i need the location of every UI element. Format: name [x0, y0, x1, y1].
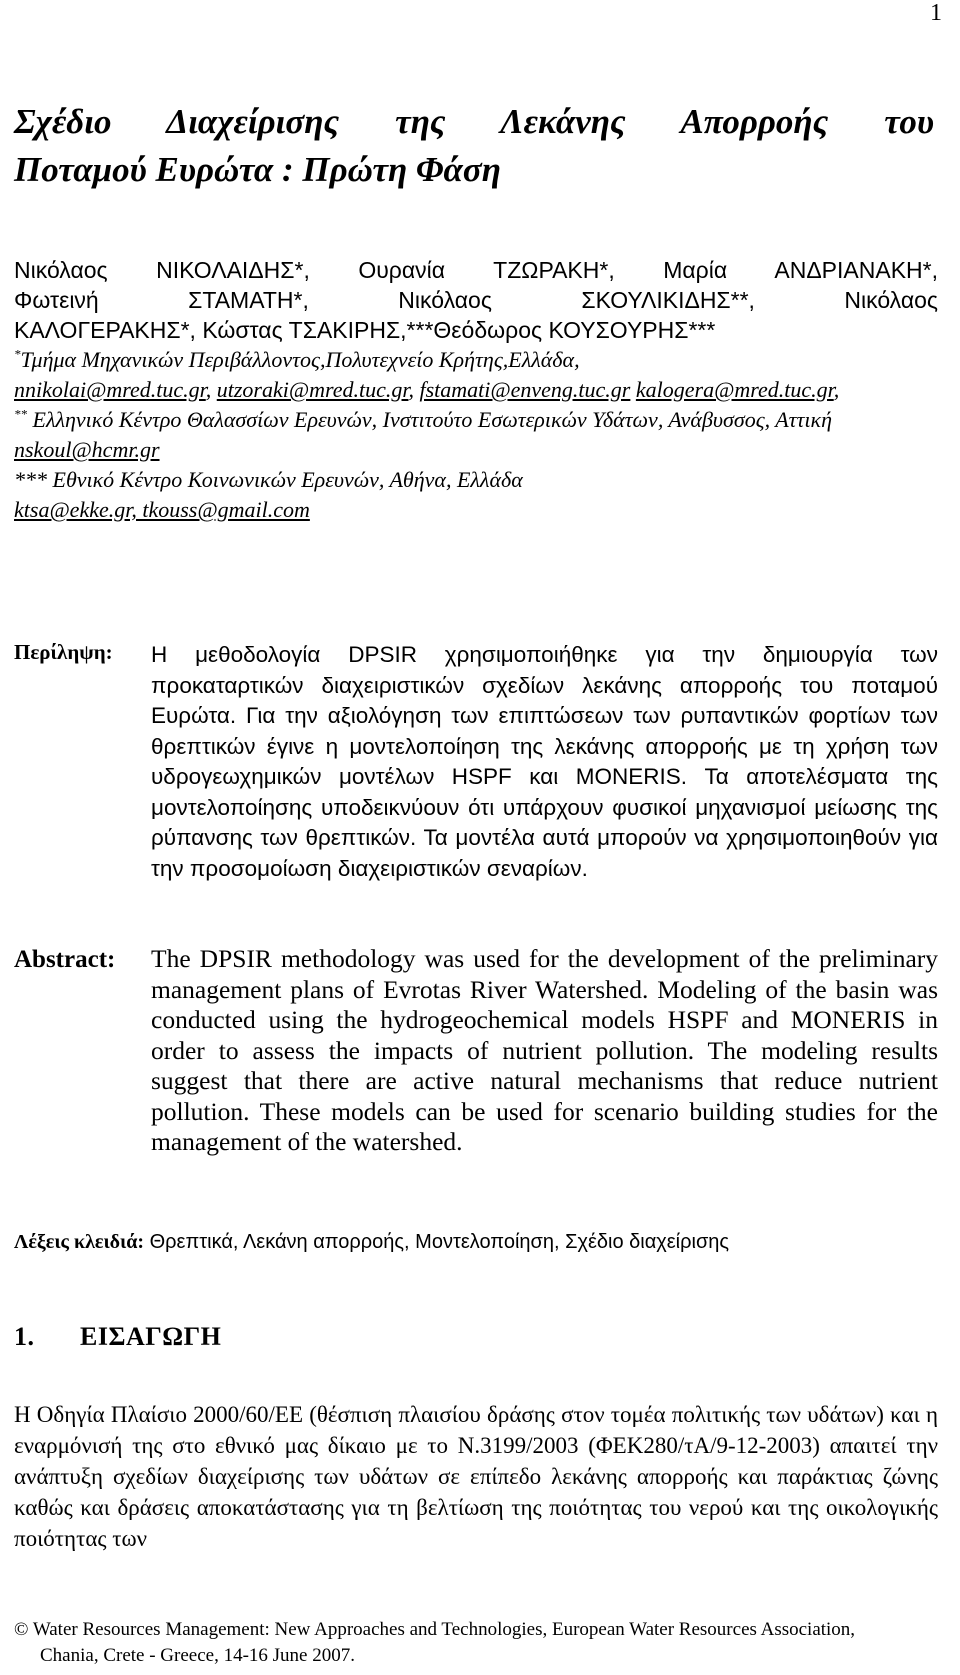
affiliation-marker: **	[14, 406, 27, 422]
affiliation-3	[14, 465, 938, 495]
english-abstract-text: The DPSIR methodology was used for the development of the preliminary management plans of Evrotas River Watershed. Modeling of the basin was conducted using the hydrogeochemical models HSPF and MONERIS in order to assess the impacts of nutrient pollution. The modeling results suggest that there are active natural mechanisms that reduce nutrient pollution. These models can be used for scenario building studies for the management of the watershed.	[151, 944, 938, 1156]
affiliation-2	[14, 405, 938, 435]
footer-line-1: © Water Resources Management: New Approaches and Technologies, European Water Resources Association,	[14, 1619, 856, 1640]
email-link[interactable]: fstamati@enveng.tuc.gr	[419, 377, 631, 402]
affiliation-1-emails: nnikolai@mred.tuc.gr, utzoraki@mred.tuc.gr, fstamati@enveng.tuc.gr kalogera@mred.tuc.gr,	[14, 377, 840, 402]
affiliation-marker: *	[14, 346, 21, 362]
footer-note	[14, 1617, 938, 1669]
affiliation-1	[14, 345, 938, 375]
footer-line-2: Chania, Crete - Greece, 14-16 June 2007.	[40, 1645, 355, 1666]
section-heading	[14, 1322, 221, 1352]
greek-abstract-text: Η μεθοδολογία DPSIR χρησιμοποιήθηκε για την δημιουργία των προκαταρτικών διαχειριστικών σχεδίων λεκάνης απορροής του ποταμού Ευρώτα. Για την αξιολόγηση των επιπτώσεων των ρυπαντικών φορτίων των θρεπτικών έγινε η μοντελοποίηση της λεκάνης απορροής με τη χρήση των υδρογεωχημικών μοντέλων HSPF και MONERIS. Τα αποτελέσματα της μοντελοποίησης υποδεικνύουν ότι υπάρχουν φυσικοί μηχανισμοί μείωσης της ρύπανσης των θρεπτικών. Τα μοντέλα αυτά μπορούν να χρησιμοποιηθούν για την προσομοίωση διαχειριστικών σεναρίων.	[151, 642, 938, 881]
authors-line-3: ΚΑΛΟΓΕΡΑΚΗΣ*, Κώστας ΤΣΑΚΙΡΗΣ,***Θεόδωρος ΚΟΥΣΟΥΡΗΣ***	[14, 317, 716, 343]
authors-block	[14, 255, 938, 525]
affiliation-institution: *** Εθνικό Κέντρο Κοινωνικών Ερευνών, Αθήνα, Ελλάδα	[14, 467, 523, 492]
intro-paragraph: Η Οδηγία Πλαίσιο 2000/60/ΕΕ (θέσπιση πλαισίου δράσης στον τομέα πολιτικής των υδάτων) και η εναρμόνισή της στο εθνικό μας δίκαιο με το Ν.3199/2003 (ΦΕΚ280/τΑ/9-12-2003) απαιτεί την ανάπτυξη σχεδίων διαχείρισης των υδάτων σε επίπεδο λεκάνης απορροής και παράκτιας ζώνης καθώς και δράσεις αποκατάστασης για τη βελτίωση της ποιότητας του νερού και της οικολογικής ποιότητας των	[14, 1402, 938, 1551]
email-link[interactable]: ktsa@ekke.gr, tkouss@gmail.com	[14, 497, 310, 522]
english-abstract	[14, 944, 938, 1164]
keywords-label: Λέξεις κλειδιά:	[14, 1231, 145, 1253]
paper-title	[14, 98, 934, 194]
page-number: 1	[930, 0, 942, 26]
email-link[interactable]: nskoul@hcmr.gr	[14, 437, 160, 462]
affiliation-institution: Τμήμα Μηχανικών Περιβάλλοντος,Πολυτεχνείο Κρήτης,Ελλάδα,	[20, 347, 580, 372]
affiliation-3-emails	[14, 495, 938, 525]
keywords	[14, 1231, 938, 1254]
affiliation-institution: Ελληνικό Κέντρο Θαλασσίων Ερευνών, Ινστιτούτο Εσωτερικών Υδάτων, Ανάβυσσος, Αττική	[32, 407, 833, 432]
authors-line-2: Φωτεινή ΣΤΑΜΑΤΗ*, Νικόλαος ΣΚΟΥΛΙΚΙΔΗΣ**, Νικόλαος	[14, 287, 938, 313]
section-number: 1.	[14, 1322, 35, 1351]
section-title: ΕΙΣΑΓΩΓΗ	[80, 1322, 222, 1351]
email-link[interactable]: utzoraki@mred.tuc.gr	[216, 377, 409, 402]
affiliation-2-emails	[14, 435, 938, 465]
authors-line-1: Νικόλαος ΝΙΚΟΛΑΙΔΗΣ*, Ουρανία ΤΖΩΡΑΚΗ*, Μαρία ΑΝΔΡΙΑΝΑΚΗ*,	[14, 257, 938, 283]
title-line-2: Ποταμού Ευρώτα : Πρώτη Φάση	[14, 150, 501, 189]
keywords-text: Θρεπτικά, Λεκάνη απορροής, Μοντελοποίηση, Σχέδιο διαχείρισης	[149, 1231, 730, 1253]
title-line-1: Σχέδιο Διαχείρισης της Λεκάνης Απορροής του	[14, 102, 934, 141]
greek-abstract-label: Περίληψη:	[14, 640, 113, 664]
greek-abstract	[14, 640, 938, 910]
email-link[interactable]: kalogera@mred.tuc.gr	[635, 377, 834, 402]
english-abstract-label: Abstract:	[14, 946, 116, 973]
email-link[interactable]: nnikolai@mred.tuc.gr	[14, 377, 206, 402]
